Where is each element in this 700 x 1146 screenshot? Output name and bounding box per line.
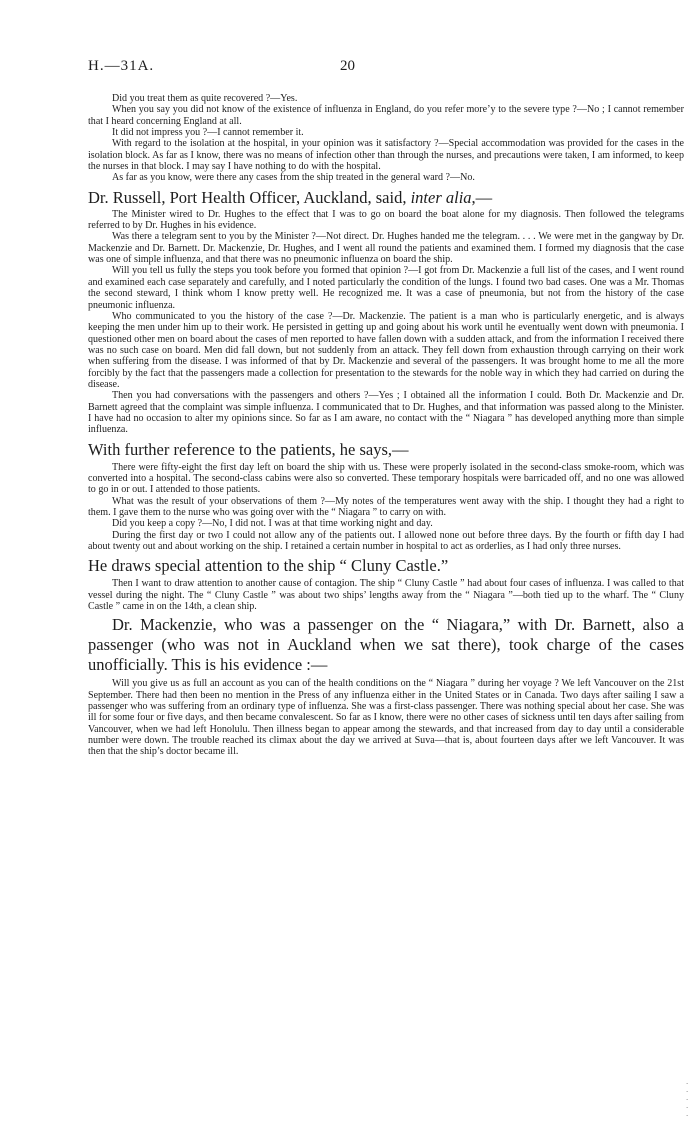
section-hospital-questions — [88, 93, 684, 184]
document-reference: H.—31A. — [88, 58, 155, 74]
heading-cluny-castle: He draws special attention to the ship “ Cluny Castle.” — [88, 556, 449, 576]
page-number: 20 — [340, 58, 355, 74]
heading-dr-russell — [88, 188, 684, 208]
section-russell-evidence — [88, 209, 684, 436]
paragraph: The Minister wired to Dr. Hughes to the effect that I was to go on board the boat alone for my diagnosis. Then followed the telegrams referred to by Dr. Hughes in his evidence. — [88, 208, 684, 232]
paragraph: What was the result of your observations of them ?—My notes of the temperatures went away with the ship. I thought they had a right to them. I gave them to the nurse who was going over with the “ Niagara ” to carry on with. — [88, 495, 684, 518]
paragraph: Then I want to draw attention to another cause of contagion. The ship “ Cluny Castle ” had about four cases of influenza. I was called to that vessel during the night. The “ Cluny Castle ” was about two ships’ lengths away from the “ Niagara ”—both tied up to the wharf. The “ Cluny Castle ” came in on the 14th, a clean ship. — [88, 578, 684, 613]
section-mackenzie-evidence — [88, 678, 684, 757]
page-body — [88, 93, 684, 758]
heading-suffix: ,— — [471, 187, 493, 207]
paragraph: Then you had conversations with the passengers and others ?—Yes ; I obtained all the information I could. Both Dr. Mackenzie and Dr. Barnett agreed that the complaint was simple influenza. I communicated that to Dr. Hughes, and that information was passed along to the Minister. I have had no occasion to alter my opinions since. So far as I am aware, no contact with the “ Niagara ” has developed anything more than simple influenza. — [88, 390, 684, 436]
paragraph: Did you treat them as quite recovered ?—Yes. — [112, 93, 298, 104]
scan-edge-marks: · · · · · — [686, 1080, 689, 1120]
paragraph: There were fifty-eight the first day left on board the ship with us. These were properly isolated in the second-class smoke-room, which was converted into a hospital. The second-class cabins were also so converted. These temporary hospitals were barricaded off, and no one was allowed to go in or out. I attended to those patients. — [88, 461, 684, 496]
paragraph: As far as you know, were there any cases from the ship treated in the general ward ?—No. — [112, 172, 475, 184]
paragraph: Will you give us as full an account as you can of the health conditions on the “ Niagara ” during her voyage ? We left Vancouver on the 21st September. There had then been no mention in the Press of any influenza either in the United States or in Canada. Two days after sailing I saw a passenger who was suffering from an ordinary type of influenza. She was a first-class passenger. There was nothing special about her case. She was ill for some four or five days, and then became convalescent. So far as I know, there were no other cases of sickness until ten days after sailing from Vancouver, when we had left Honolulu. Then illness began to appear among the stewards, and that increased from day to day until a considerable number were down. The trouble reached its climax about the day we arrived at Suva—that is, about fourteen days after we left Vancouver. It was then that the ship’s doctor became ill. — [88, 678, 684, 758]
section-patients — [88, 462, 684, 553]
paragraph: When you say you did not know of the existence of influenza in England, do you refer more’y to the severe type ?—No ; I cannot remember that I heard concerning England at all. — [88, 104, 684, 127]
heading-italic: inter alia — [410, 187, 472, 207]
paragraph: Did you keep a copy ?—No, I did not. I was at that time working night and day. — [112, 518, 433, 530]
heading-dr-mackenzie: Dr. Mackenzie, who was a passenger on the “ Niagara,” with Dr. Barnett, also a passenger (who was not in Auckland when we sat there), took charge of the cases unofficially. This is his evidence :— — [88, 615, 684, 675]
heading-prefix: Dr. Russell, Port Health Officer, Auckland, said, — [88, 187, 411, 207]
paragraph: It did not impress you ?—I cannot remember it. — [112, 127, 304, 139]
heading-further-reference: With further reference to the patients, he says,— — [88, 439, 409, 459]
paragraph: With regard to the isolation at the hospital, in your opinion was it satisfactory ?—Special accommodation was provided for the cases in the isolation block. As far as I know, there was no means of infection other than through the nurses, and precautions were taken, I am informed, to keep the nurses in that block. I may say I have nothing to do with the hospital. — [88, 138, 684, 173]
paragraph: Was there a telegram sent to you by the Minister ?—Not direct. Dr. Hughes handed me the telegram. . . . We were met in the gangway by Dr. Mackenzie and Dr. Barnett. Dr. Mackenzie, Dr. Hughes, and I went all round the patients and examined them. I formed my diagnosis that the case was one of simple influenza, and that there was no pneumonic influenza on board the ship. — [88, 231, 684, 266]
paragraph: Who communicated to you the history of the case ?—Dr. Mackenzie. The patient is a man who is particularly energetic, and is always keeping the men under him up to their work. He persisted in getting up and going about his work until he eventually went down with pneumonia. I questioned other men on board about the cases of men reported to have fallen down with a sudden attack, and from the information I received there was no such case on board. Men did fall down, but not suddenly from an attack. They fell down from exhaustion through carrying on their work when suffering from the disease. I was informed of that by Dr. Mackenzie and several of the passengers. It was brought home to me all the more forcibly by the fact that the passengers made a collection for presentation to the stewards for the noble way in which they had carried on during the disease. — [88, 310, 684, 390]
section-cluny-castle — [88, 578, 684, 612]
paragraph: During the first day or two I could not allow any of the patients out. I allowed none out before three days. By the fourth or fifth day I had about twenty out and about working on the ship. I retained a certain number in hospital to act as orderlies, as I had only three nurses. — [88, 529, 684, 553]
paragraph: Will you tell us fully the steps you took before you formed that opinion ?—I got from Dr. Mackenzie a full list of the cases, and I went round and examined each case separately and carefully, and I noted particularly the condition of the lungs. I found two bad cases. One was a Mr. Thomas the second steward, I think whom I know pretty well. He recognized me. It was a case of pneumonia, but not from the history of the case pneumonic influenza. — [88, 265, 684, 311]
